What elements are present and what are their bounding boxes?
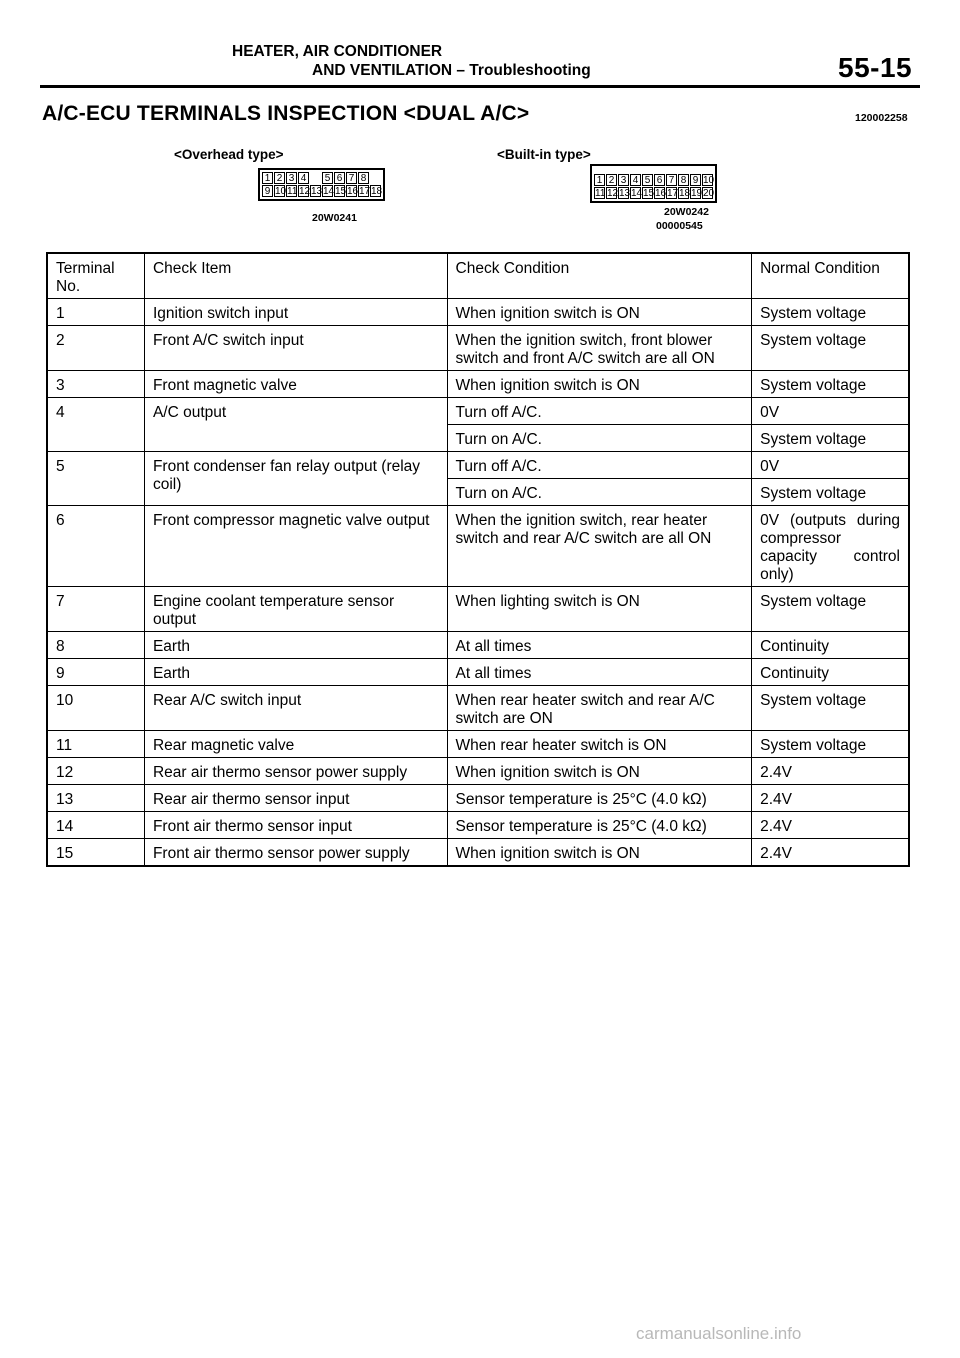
check-condition-cell: Turn on A/C.	[447, 425, 752, 452]
table-row	[47, 812, 909, 839]
check-condition-cell: Turn off A/C.	[447, 452, 752, 479]
check-condition-cell: When rear heater switch and rear A/C switch are ON	[447, 686, 752, 731]
builtin-pin: 12	[607, 188, 619, 199]
normal-condition-cell: System voltage	[752, 326, 909, 371]
check-condition-cell: Turn off A/C.	[447, 398, 752, 425]
builtin-pin: 15	[643, 188, 655, 199]
builtin-figure-code-2: 00000545	[656, 220, 703, 232]
normal-condition-cell: System voltage	[752, 731, 909, 758]
builtin-pin: 6	[654, 174, 665, 186]
builtin-connector-label: <Built-in type>	[497, 147, 591, 162]
overhead-pin: 2	[274, 172, 285, 184]
check-item-cell: Rear air thermo sensor input	[144, 785, 447, 812]
check-item-cell: Front air thermo sensor power supply	[144, 839, 447, 867]
header-terminal-no: Terminal No.	[47, 253, 144, 299]
overhead-pin: 15	[335, 186, 347, 197]
overhead-pin: 12	[299, 186, 311, 197]
builtin-figure-code: 20W0242	[664, 206, 709, 218]
table-row	[47, 326, 909, 371]
overhead-empty-slot	[370, 172, 381, 184]
check-condition-cell: Turn on A/C.	[447, 479, 752, 506]
check-item-cell: Ignition switch input	[144, 299, 447, 326]
normal-condition-cell: System voltage	[752, 479, 909, 506]
header-title-line1: HEATER, AIR CONDITIONER	[232, 43, 443, 60]
check-condition-cell: When the ignition switch, front blower switch and front A/C switch are all ON	[447, 326, 752, 371]
overhead-pin: 10	[275, 186, 287, 197]
terminal-number-cell: 14	[47, 812, 144, 839]
table-row	[47, 587, 909, 632]
header-title-line2: AND VENTILATION – Troubleshooting	[312, 62, 591, 79]
overhead-pin: 13	[311, 186, 323, 197]
check-condition-cell: When ignition switch is ON	[447, 758, 752, 785]
builtin-pin: 16	[655, 188, 667, 199]
normal-condition-cell: System voltage	[752, 371, 909, 398]
watermark: carmanualsonline.info	[636, 1324, 802, 1343]
terminal-number-cell: 5	[47, 452, 144, 506]
normal-condition-cell: System voltage	[752, 587, 909, 632]
overhead-pin: 1	[262, 172, 273, 184]
terminal-number-cell: 2	[47, 326, 144, 371]
check-condition-cell: When ignition switch is ON	[447, 839, 752, 867]
check-condition-cell: Sensor temperature is 25°C (4.0 kΩ)	[447, 785, 752, 812]
builtin-pin: 9	[690, 174, 701, 186]
overhead-pin: 16	[347, 186, 359, 197]
builtin-pin: 10	[703, 175, 715, 186]
page-number: 55-15	[838, 52, 913, 83]
terminal-number-cell: 8	[47, 632, 144, 659]
overhead-pin: 11	[287, 186, 298, 197]
builtin-pin: 18	[679, 188, 691, 199]
table-row	[47, 731, 909, 758]
normal-condition-cell: 0V	[752, 452, 909, 479]
check-item-cell: Engine coolant temperature sensor output	[144, 587, 447, 632]
terminal-number-cell: 11	[47, 731, 144, 758]
check-item-cell: Front air thermo sensor input	[144, 812, 447, 839]
check-condition-cell: When ignition switch is ON	[447, 371, 752, 398]
builtin-pin: 8	[678, 174, 689, 186]
builtin-pin: 20	[703, 188, 715, 199]
header-title	[232, 42, 591, 80]
builtin-pin: 5	[642, 174, 653, 186]
table-row	[47, 839, 909, 867]
normal-condition-cell: Continuity	[752, 632, 909, 659]
builtin-pin: 11	[595, 188, 606, 199]
check-condition-cell: At all times	[447, 632, 752, 659]
overhead-pin: 8	[358, 172, 369, 184]
overhead-figure-code: 20W0241	[312, 212, 357, 224]
table-row	[47, 371, 909, 398]
overhead-connector-diagram	[258, 168, 385, 201]
normal-condition-cell: System voltage	[752, 686, 909, 731]
overhead-pin: 18	[371, 186, 383, 197]
normal-condition-cell: System voltage	[752, 299, 909, 326]
builtin-pin: 17	[667, 188, 679, 199]
table-row	[47, 299, 909, 326]
overhead-pin: 7	[346, 172, 357, 184]
check-item-cell: Rear magnetic valve	[144, 731, 447, 758]
section-code: 120002258	[855, 112, 908, 124]
terminal-number-cell: 7	[47, 587, 144, 632]
builtin-pin: 4	[630, 174, 641, 186]
normal-condition-cell: 2.4V	[752, 785, 909, 812]
check-condition-cell: At all times	[447, 659, 752, 686]
builtin-pin: 2	[606, 174, 617, 186]
check-item-cell: Earth	[144, 632, 447, 659]
check-condition-cell: When lighting switch is ON	[447, 587, 752, 632]
table-header-row	[47, 253, 909, 299]
terminal-number-cell: 12	[47, 758, 144, 785]
table-row	[47, 785, 909, 812]
overhead-pin: 4	[298, 172, 309, 184]
terminal-number-cell: 15	[47, 839, 144, 867]
check-condition-cell: When the ignition switch, rear heater switch and rear A/C switch are all ON	[447, 506, 752, 587]
check-item-cell: Front A/C switch input	[144, 326, 447, 371]
check-item-cell: Front compressor magnetic valve output	[144, 506, 447, 587]
terminal-number-cell: 9	[47, 659, 144, 686]
section-title: A/C-ECU TERMINALS INSPECTION <DUAL A/C>	[42, 102, 530, 125]
terminal-number-cell: 3	[47, 371, 144, 398]
table-row	[47, 758, 909, 785]
header-check-condition: Check Condition	[447, 253, 752, 299]
table-row	[47, 398, 909, 425]
table-row	[47, 659, 909, 686]
builtin-pin: 14	[631, 188, 643, 199]
check-item-cell: Front condenser fan relay output (relay coil)	[144, 452, 447, 506]
builtin-pin: 19	[691, 188, 703, 199]
builtin-connector-diagram	[590, 164, 717, 203]
overhead-pin: 3	[286, 172, 297, 184]
normal-condition-cell: 0V	[752, 398, 909, 425]
table-row	[47, 452, 909, 479]
table-row	[47, 506, 909, 587]
terminal-number-cell: 4	[47, 398, 144, 452]
overhead-pin: 9	[262, 185, 273, 197]
builtin-pin: 1	[594, 174, 605, 186]
builtin-pin: 13	[619, 188, 631, 199]
normal-condition-cell: 0V (outputs during compressor capacity control only)	[752, 506, 909, 587]
check-item-cell: Rear air thermo sensor power supply	[144, 758, 447, 785]
check-condition-cell: When ignition switch is ON	[447, 299, 752, 326]
terminal-inspection-table	[46, 252, 910, 867]
overhead-pin: 6	[334, 172, 345, 184]
check-condition-cell: When rear heater switch is ON	[447, 731, 752, 758]
builtin-pin: 7	[666, 174, 677, 186]
check-item-cell: Earth	[144, 659, 447, 686]
normal-condition-cell: 2.4V	[752, 758, 909, 785]
normal-condition-cell: Continuity	[752, 659, 909, 686]
terminal-number-cell: 6	[47, 506, 144, 587]
header-check-item: Check Item	[144, 253, 447, 299]
overhead-connector-label: <Overhead type>	[174, 147, 284, 162]
normal-condition-cell: 2.4V	[752, 839, 909, 867]
check-item-cell: Rear A/C switch input	[144, 686, 447, 731]
check-item-cell: Front magnetic valve	[144, 371, 447, 398]
normal-condition-cell: 2.4V	[752, 812, 909, 839]
terminal-number-cell: 10	[47, 686, 144, 731]
terminal-number-cell: 1	[47, 299, 144, 326]
header-rule	[40, 85, 920, 88]
overhead-pin: 17	[359, 186, 371, 197]
table-row	[47, 632, 909, 659]
overhead-pin: 14	[323, 186, 335, 197]
normal-condition-cell: System voltage	[752, 425, 909, 452]
builtin-pin: 3	[618, 174, 629, 186]
table-row	[47, 686, 909, 731]
header-normal-condition: Normal Condition	[752, 253, 909, 299]
overhead-key-slot	[310, 172, 321, 184]
terminal-number-cell: 13	[47, 785, 144, 812]
check-item-cell: A/C output	[144, 398, 447, 452]
overhead-pin: 5	[322, 172, 333, 184]
check-condition-cell: Sensor temperature is 25°C (4.0 kΩ)	[447, 812, 752, 839]
